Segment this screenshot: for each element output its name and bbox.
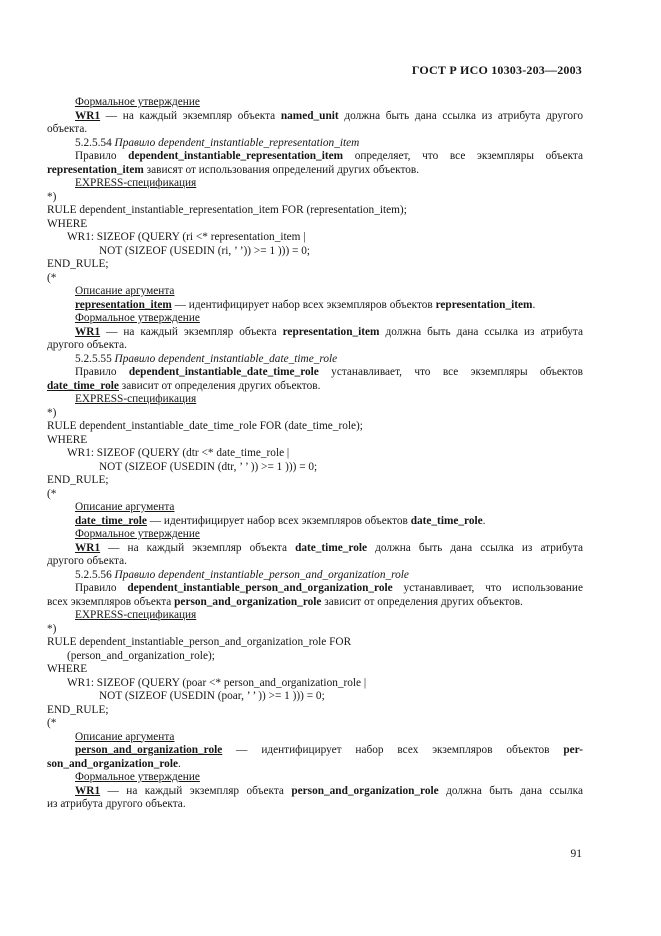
- wr1-line-cont: другого объекта.: [47, 555, 127, 567]
- argument-description: representation_item — идентифицирует набор всех экземпляров объектов representation_item.: [75, 298, 536, 311]
- argument-heading: Описание аргумента: [75, 730, 175, 743]
- wr1-line: WR1 — на каждый экземпляр объекта date_time_role должна быть дана ссылка из атрибута: [75, 541, 583, 554]
- where-keyword: WHERE: [47, 663, 88, 675]
- end-rule: END_RULE;: [47, 258, 109, 270]
- document-body: [47, 96, 583, 812]
- where-keyword: WHERE: [47, 433, 88, 446]
- argument-description-cont: son_and_organization_role.: [47, 757, 181, 770]
- section-title: 5.2.5.56 Правило dependent_instantiable_person_and_organization_role: [75, 568, 409, 581]
- where-rule-line2: NOT (SIZEOF (USEDIN (ri, ’ ’)) >= 1 ))) = 0;: [99, 244, 311, 257]
- argument-heading: Описание аргумента: [75, 501, 175, 513]
- formal-statement-heading: Формальное утверждение: [75, 312, 200, 324]
- express-spec-heading: EXPRESS-спецификация: [75, 609, 197, 621]
- rule-paragraph: Правило dependent_instantiable_date_time_role устанавливает, что все экземпляры объектов: [75, 366, 583, 378]
- where-rule-line2: NOT (SIZEOF (USEDIN (poar, ’ ’ )) >= 1 ))) = 0;: [99, 690, 325, 702]
- comment-open: (*: [47, 271, 57, 284]
- where-rule-line1: WR1: SIZEOF (QUERY (dtr <* date_time_role |: [67, 447, 290, 459]
- rule-declaration: RULE dependent_instantiable_person_and_organization_role FOR: [47, 636, 352, 648]
- wr1-line: WR1 — на каждый экземпляр объекта person_and_organization_role должна быть дана ссылка: [75, 784, 583, 797]
- rule-declaration-cont: (person_and_organization_role);: [67, 649, 215, 662]
- formal-statement-heading: Формальное утверждение: [75, 96, 200, 108]
- express-spec-heading: EXPRESS-спецификация: [75, 393, 197, 405]
- argument-heading: Описание аргумента: [75, 285, 175, 297]
- express-spec-heading: EXPRESS-спецификация: [75, 177, 197, 189]
- wr1-line-cont: из атрибута другого объекта.: [47, 798, 186, 810]
- formal-statement-heading: Формальное утверждение: [75, 771, 200, 783]
- rule-paragraph-cont: representation_item зависят от использования определений других объектов.: [47, 163, 420, 176]
- page-number: 91: [570, 848, 582, 860]
- comment-open: (*: [47, 487, 57, 500]
- rule-declaration: RULE dependent_instantiable_date_time_role FOR (date_time_role);: [47, 420, 363, 432]
- comment-close: *): [47, 622, 57, 635]
- comment-open: (*: [47, 717, 57, 729]
- rule-paragraph: Правило dependent_instantiable_representation_item определяет, что все экземпляры объекта: [75, 150, 584, 162]
- wr1-line-cont: другого объекта.: [47, 339, 127, 351]
- comment-close: *): [47, 406, 57, 419]
- wr1-line: WR1 — на каждый экземпляр объекта representation_item должна быть дана ссылка из атрибута: [75, 325, 583, 338]
- where-keyword: WHERE: [47, 217, 88, 230]
- end-rule: END_RULE;: [47, 703, 109, 716]
- rule-declaration: RULE dependent_instantiable_representation_item FOR (representation_item);: [47, 204, 407, 216]
- where-rule-line1: WR1: SIZEOF (QUERY (poar <* person_and_organization_role |: [67, 676, 367, 689]
- wr1-line-cont: объекта.: [47, 123, 88, 135]
- wr1-line: WR1 — на каждый экземпляр объекта named_unit должна быть дана ссылка из атрибута другого: [75, 109, 584, 122]
- where-rule-line1: WR1: SIZEOF (QUERY (ri <* representation_item |: [67, 231, 306, 243]
- end-rule: END_RULE;: [47, 474, 109, 486]
- argument-description: person_and_organization_role — идентифицирует набор всех экземпляров объектов per-: [75, 744, 583, 756]
- rule-paragraph-cont: date_time_role зависит от определения других объектов.: [47, 379, 321, 392]
- where-rule-line2: NOT (SIZEOF (USEDIN (dtr, ’ ’ )) >= 1 ))) = 0;: [99, 460, 318, 473]
- comment-close: *): [47, 190, 57, 203]
- formal-statement-heading: Формальное утверждение: [75, 528, 200, 540]
- rule-paragraph: Правило dependent_instantiable_person_and_organization_role устанавливает, что использование: [75, 582, 583, 594]
- rule-paragraph-cont: всех экземпляров объекта person_and_organization_role зависит от определения других объектов.: [47, 595, 523, 608]
- section-title: 5.2.5.55 Правило dependent_instantiable_date_time_role: [75, 352, 338, 365]
- argument-description: date_time_role — идентифицирует набор всех экземпляров объектов date_time_role.: [75, 514, 486, 527]
- section-title: 5.2.5.54 Правило dependent_instantiable_representation_item: [75, 136, 360, 149]
- standard-header: ГОСТ Р ИСО 10303-203—2003: [411, 63, 582, 77]
